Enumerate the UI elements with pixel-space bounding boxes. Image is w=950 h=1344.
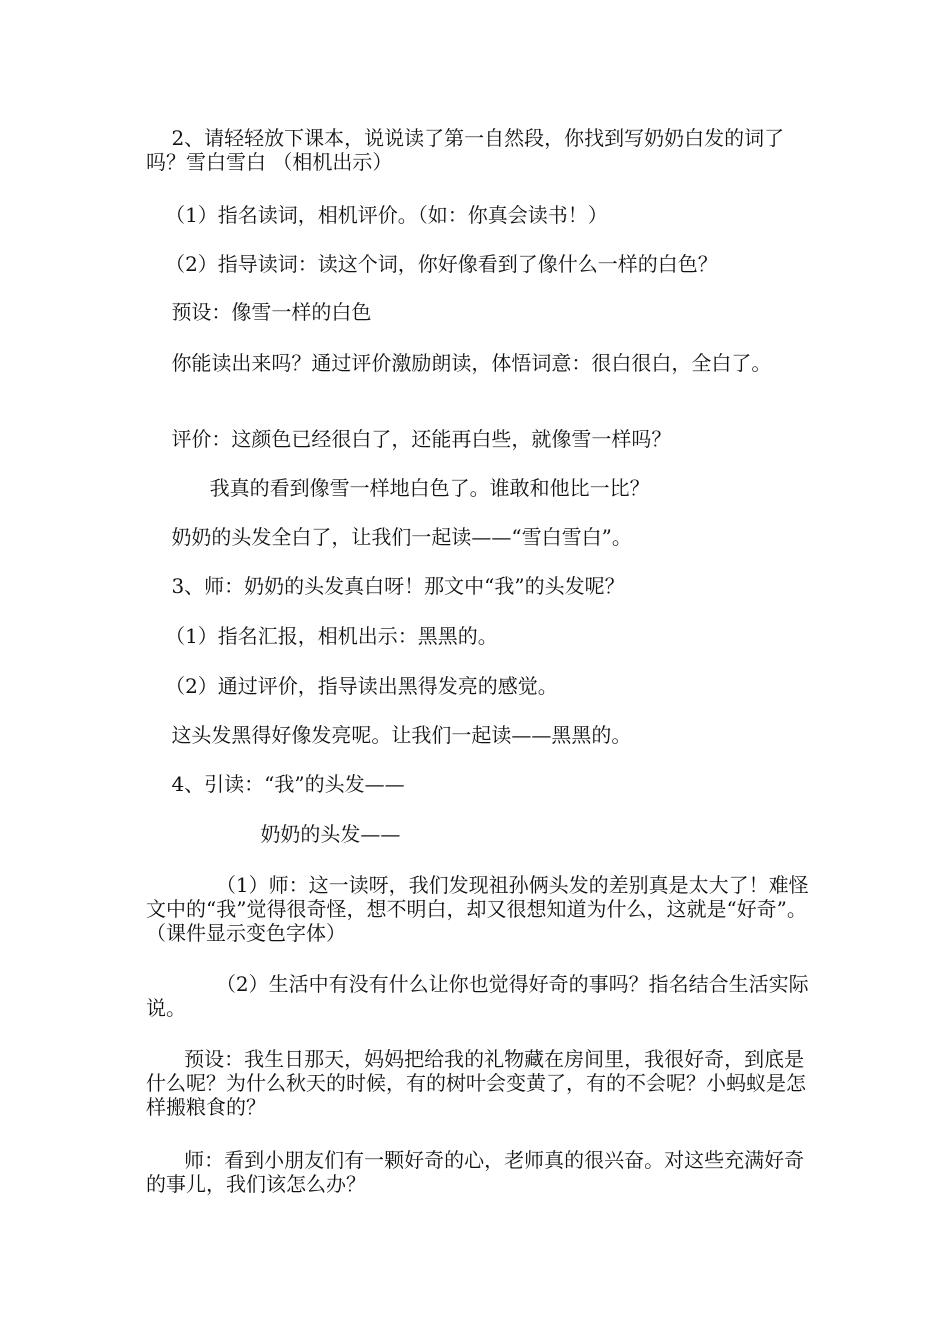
paragraph-preset-examples [146,1047,810,1119]
indent [146,624,165,648]
indent [146,674,165,698]
paragraph-curiosity [146,873,810,945]
paragraph-text: （1）指名读词，相机评价。（如：你真会读书！） [165,203,608,227]
indent [146,252,165,276]
paragraph-read-aloud [146,351,810,375]
paragraph-black-hair [146,723,810,747]
paragraph-text: 评价：这颜色已经很白了，还能再白些，就像雪一样吗？ [171,427,672,451]
paragraph-grandma-hair [146,822,810,846]
paragraph-step-2b [146,674,810,698]
paragraph-text: 4、引读：“我”的头发—— [171,772,405,796]
paragraph-question-4 [146,772,810,796]
paragraph-evaluation [146,427,810,451]
indent [146,351,171,375]
indent [146,1148,184,1172]
indent [146,972,216,996]
paragraph-step-2 [146,252,810,276]
paragraph-text: 奶奶的头发全白了，让我们一起读——“雪白雪白”。 [171,525,632,549]
paragraph-teacher-closing [146,1148,810,1196]
paragraph-text: 奶奶的头发—— [260,822,401,846]
paragraph-text: 我真的看到像雪一样地白色了。谁敢和他比一比？ [209,476,650,500]
paragraph-text: 这头发黑得好像发亮呢。让我们一起读——黑黑的。 [171,723,632,747]
indent [146,772,171,796]
paragraph-text: （1）师：这一读呀，我们发现祖孙俩头发的差别真是太大了！难怪文中的“我”觉得很奇怪，想不明白，却又很想知道为什么，这就是“好奇”。（课件显示变色字体） [146,873,809,945]
paragraph-compare [146,476,810,500]
paragraph-text: 你能读出来吗？通过评价激励朗读，体悟词意：很白很白，全白了。 [171,351,772,375]
paragraph-text: （1）指名汇报，相机出示：黑黑的。 [165,624,498,648]
indent [146,574,171,598]
paragraph-step-1 [146,203,810,227]
paragraph-preset [146,300,810,324]
paragraph-question-2 [146,126,810,174]
paragraph-text: 预设：像雪一样的白色 [171,300,372,324]
indent [146,525,171,549]
paragraph-step-1b [146,624,810,648]
indent [146,822,260,846]
paragraph-text: 3、师：奶奶的头发真白呀！那文中“我”的头发呢？ [171,574,625,598]
paragraph-life-examples [146,972,810,1020]
paragraph-text: 师：看到小朋友们有一颗好奇的心，老师真的很兴奋。对这些充满好奇的事儿，我们该怎么办？ [146,1148,805,1196]
paragraph-text: 2、请轻轻放下课本，说说读了第一自然段，你找到写奶奶白发的词了吗？雪白雪白 （相机出示） [146,126,785,174]
paragraph-read-together [146,525,810,549]
indent [146,427,171,451]
indent [146,203,165,227]
paragraph-text: （2）指导读词：读这个词，你好像看到了像什么一样的白色？ [165,252,718,276]
paragraph-text: （2）生活中有没有什么让你也觉得好奇的事吗？指名结合生活实际说。 [146,972,809,1020]
indent [146,476,210,500]
paragraph-text: （2）通过评价，指导读出黑得发亮的感觉。 [165,674,558,698]
paragraph-text: 预设：我生日那天，妈妈把给我的礼物藏在房间里，我很好奇，到底是什么呢？为什么秋天的时候，有的树叶会变黄了，有的不会呢？小蚂蚁是怎样搬粮食的？ [146,1047,806,1119]
indent [146,126,171,150]
paragraph-question-3 [146,574,810,598]
indent [146,300,171,324]
indent [146,873,216,897]
indent [146,1047,184,1071]
indent [146,723,171,747]
